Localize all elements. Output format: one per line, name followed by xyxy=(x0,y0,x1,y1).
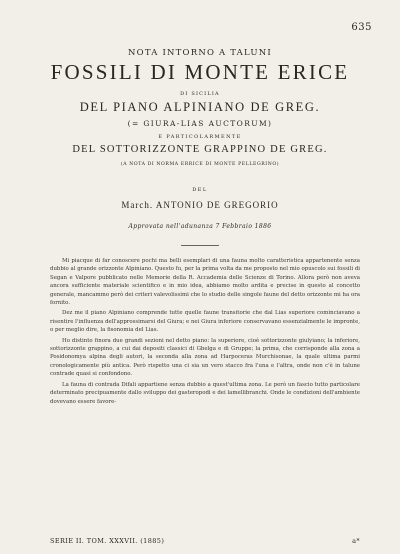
note-heading: NOTA INTORNO A TALUNI xyxy=(128,48,272,58)
main-title: FOSSILI DI MONTE ERICE xyxy=(50,60,350,84)
section-divider xyxy=(181,245,219,246)
series-label: SERIE II. TOM. XXXVII. xyxy=(50,537,138,545)
particularly-label: E PARTICOLARMENTE xyxy=(158,134,242,140)
heading-footnote: (A NOTA DI NORMA ERRICE DI MONTE PELLEGRINO) xyxy=(120,162,280,167)
subtitle-primary: DEL PIANO ALPINIANO DE GREG. xyxy=(79,100,321,114)
paragraph: Ho distinto finora due grandi sezioni nel detto piano: la superiore, cioè sottorizzonte giulyiano; la inferiore, sottorizzonte grappino, a cui dai depositi classici di Gbelga e di Gruppe; la prima, che corrisponde alla zona a Posidonomya alpina degli autori, la seconda alla zona ad Harpoceras Murchisonae, la quale ultima parmi cronologicamente più antica. Però rispetto una ci sia un vero stacco fra l'una e l'altra, onde non c'è in talune contrade quasi si confondono. xyxy=(50,337,360,378)
paragraph: Dez me il piano Alpiniano comprende tutte quelle faune transitorie che dal Lias superiore cominciavano a risentire l'influenza dell'approssimarsi del Giura; e nei Giura inferiore conservavano essenzialmente le impronte, o per meglio dire, la fisonomia del Lias. xyxy=(50,310,360,334)
by-label: DEL xyxy=(192,187,208,193)
signature-mark: a* xyxy=(352,537,360,545)
page-footer xyxy=(50,537,360,545)
subtitle-secondary: DEL SOTTORIZZONTE GRAPPINO DE GREG. xyxy=(72,144,328,155)
paragraph: La fauna di contrada Difali appartiene senza dubbio a quest'ultima zona. Le però un fascio tutto particolare determinato precipuamente dallo sviluppo dei gasteropodi e dei lamellibranchi. Onde le condizioni dell'ambiente dovevano essere favore- xyxy=(50,381,360,405)
year-label: (1885) xyxy=(140,537,165,545)
approval-note: Approvata nell'adunanza 7 Febbraio 1886 xyxy=(128,223,272,230)
body-text xyxy=(50,257,360,408)
page-number: 635 xyxy=(351,22,372,33)
paragraph: Mi piacque di far conoscere pochi ma belli esemplari di una fauna molto caratteristica appartenente senza dubbio al grande orizzonte Alpiniano. Questo fu, per la prima volta da me proposto nel mio opuscolo sui fossili di Segan e Valpore pubblicato nelle Memorie della R. Accademia delle Scienze di Torino. Allora però non aveva ancora sufficiente materiale scientifico e in mio idea, abbiamo molto ardita e precise in questo al concetto generale, mancammo però dei criteri valevolissimi che lo studio delle singole faune del detto orizzonte mi ha ora fornito. xyxy=(50,258,360,307)
author-name: March. ANTONIO DE GREGORIO xyxy=(121,200,279,210)
citation-line: (= GIURA-LIAS AUCTORUM) xyxy=(127,119,273,128)
title-qualifier: DI SICILIA xyxy=(180,91,220,97)
